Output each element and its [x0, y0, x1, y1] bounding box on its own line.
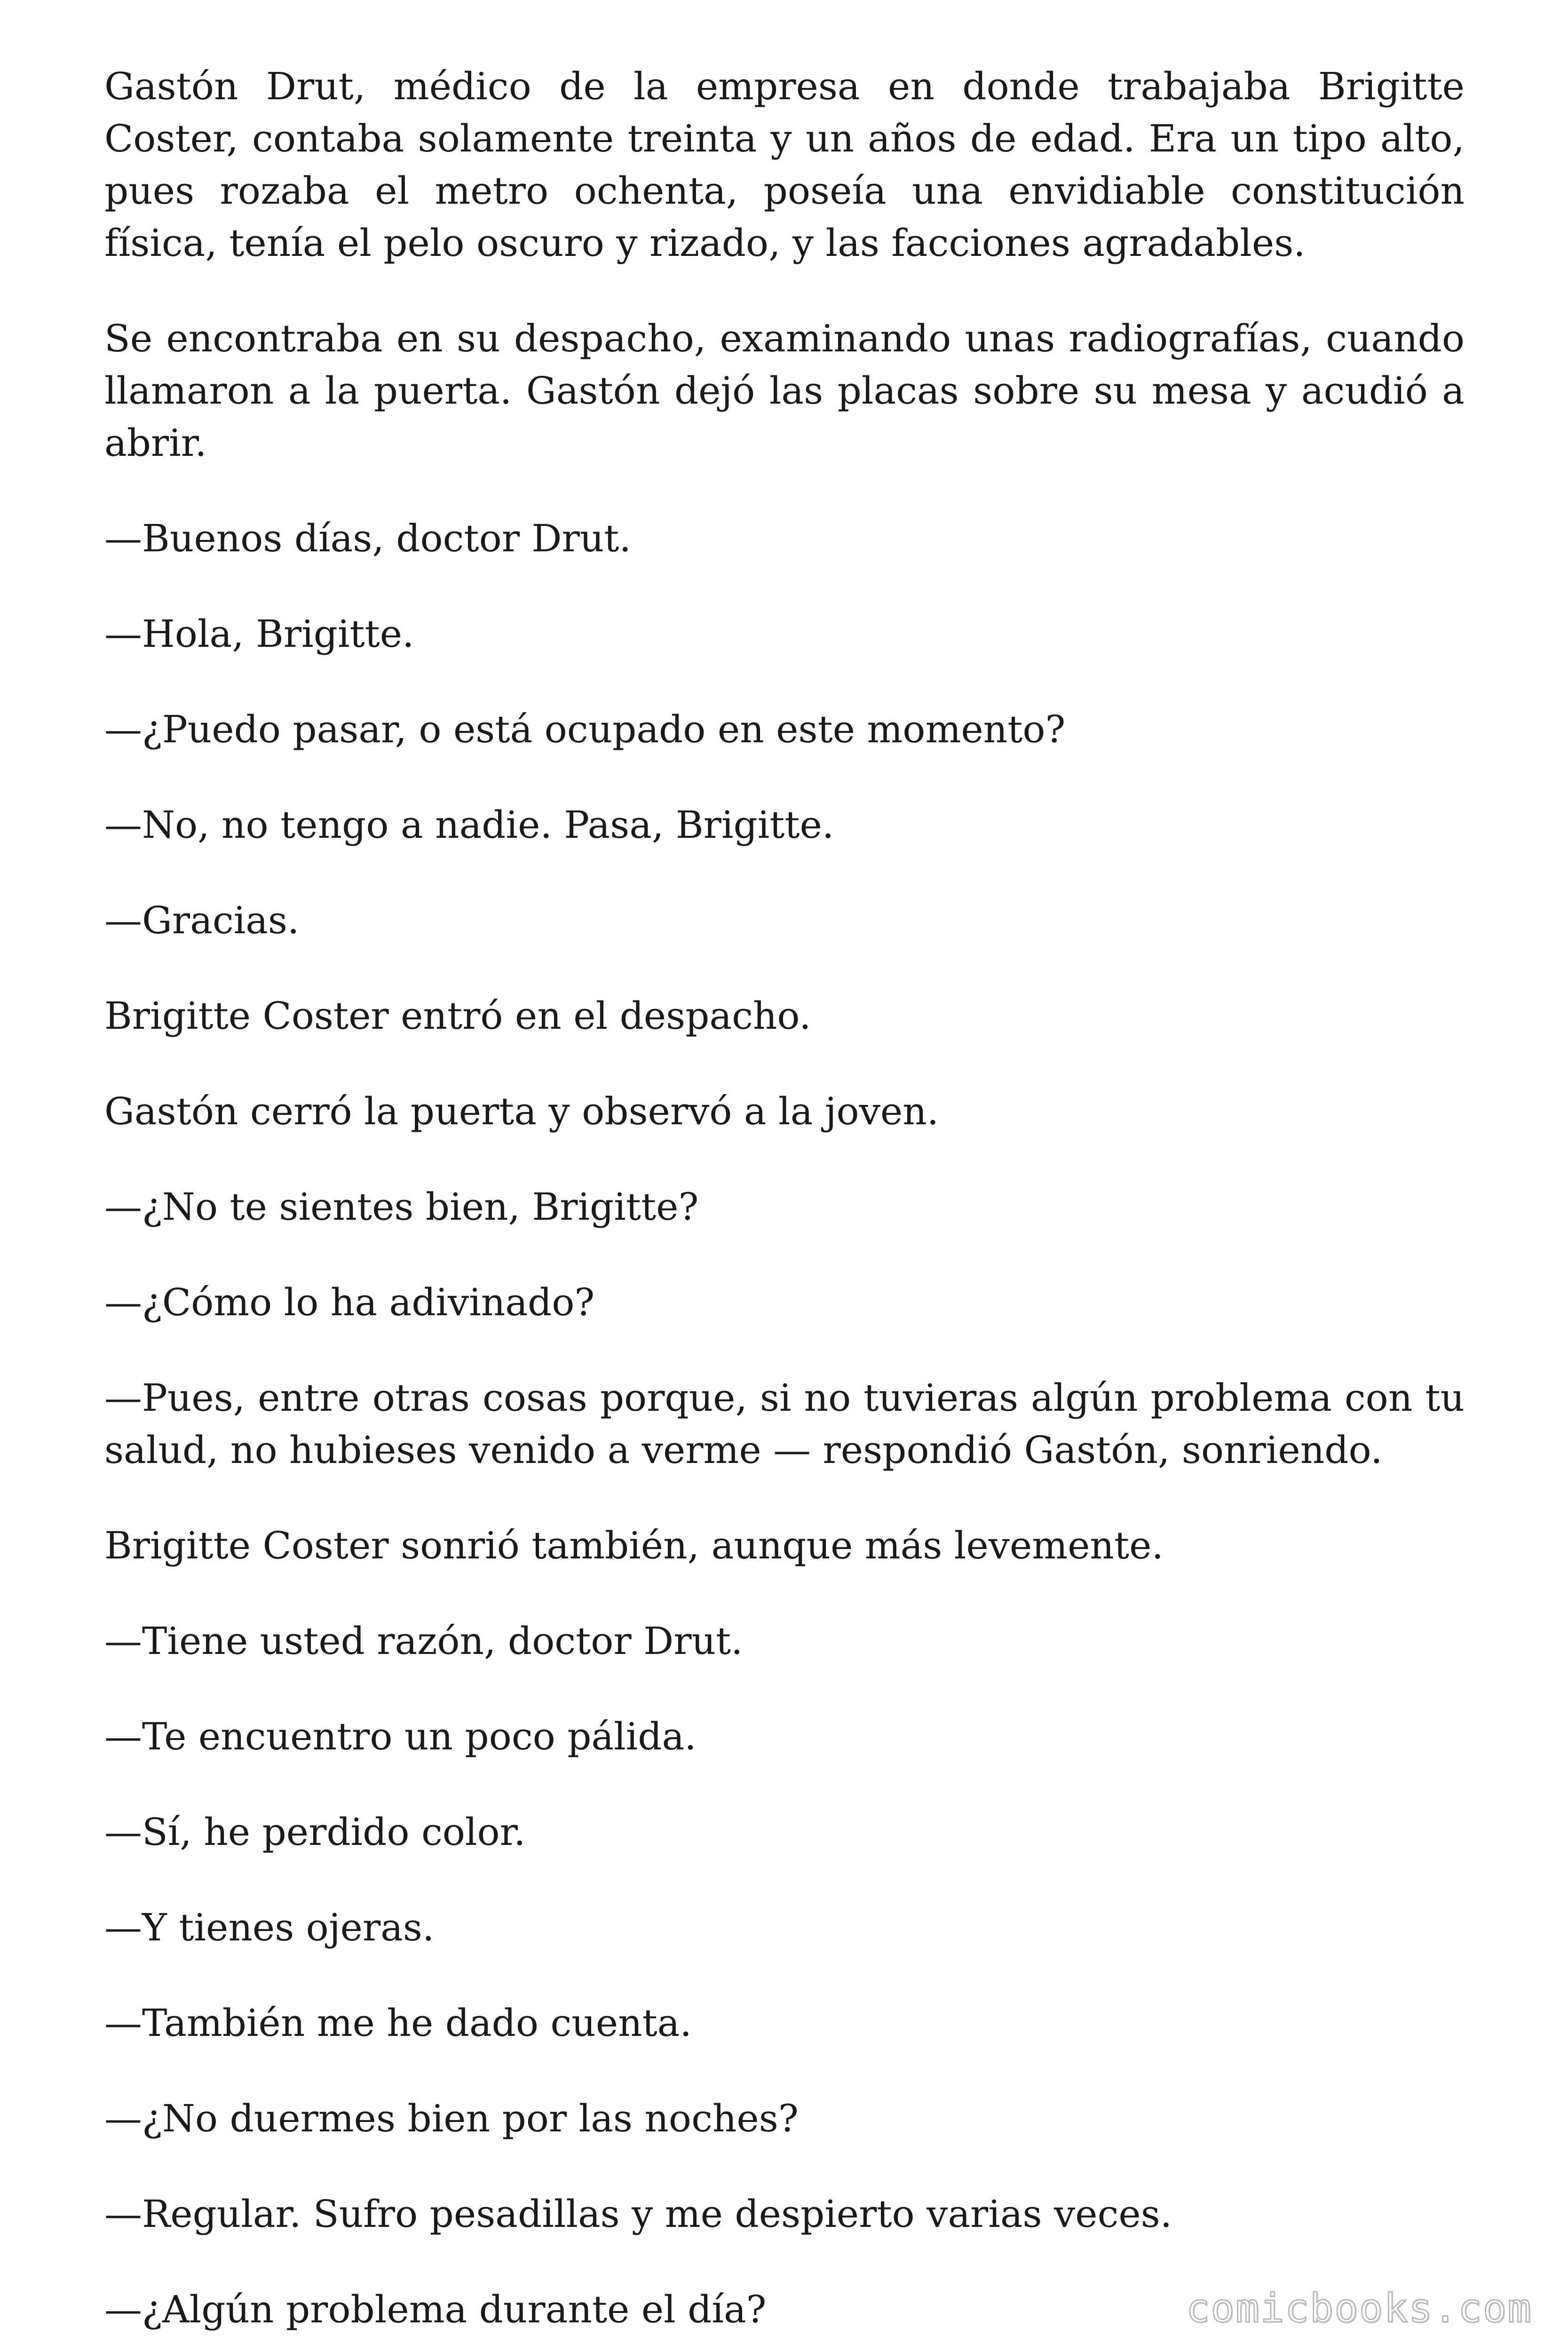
- paragraph: Gastón cerró la puerta y observó a la joven.: [104, 1089, 939, 1133]
- dialogue-line: —No, no tengo a nadie. Pasa, Brigitte.: [104, 803, 834, 847]
- dialogue-line: —¿Algún problema durante el día?: [104, 2288, 767, 2331]
- watermark: comicbooks.com: [1186, 2285, 1532, 2331]
- paragraph: Brigitte Coster sonrió también, aunque más levemente.: [104, 1524, 1164, 1567]
- dialogue-line: —Hola, Brigitte.: [104, 612, 414, 656]
- paragraph: Se encontraba en su despacho, examinando unas radiografías, cuando llamaron a la puerta. Gastón dejó las placas sobre su mesa y acudió a abrir.: [104, 317, 1465, 465]
- dialogue-line: —¿No duermes bien por las noches?: [104, 2097, 799, 2140]
- dialogue-line: —Te encuentro un poco pálida.: [104, 1715, 697, 1758]
- dialogue-line: —¿Cómo lo ha adivinado?: [104, 1280, 595, 1324]
- paragraph: Gastón Drut, médico de la empresa en donde trabajaba Brigitte Coster, contaba solamente treinta y un años de edad. Era un tipo alto, pues rozaba el metro ochenta, poseía una envidiable constitución física, tenía el pelo oscuro y rizado, y las facciones agradables.: [104, 64, 1465, 265]
- dialogue-line: —Gracias.: [104, 898, 300, 942]
- dialogue-line: —También me he dado cuenta.: [104, 2001, 692, 2045]
- dialogue-line: —Tiene usted razón, doctor Drut.: [104, 1619, 743, 1663]
- dialogue-line: —Buenos días, doctor Drut.: [104, 516, 631, 560]
- dialogue-line: —Sí, he perdido color.: [104, 1810, 526, 1854]
- paragraph: Brigitte Coster entró en el despacho.: [104, 994, 811, 1038]
- text-body: [104, 60, 1465, 2352]
- dialogue-line: —Pues, entre otras cosas porque, si no tuvieras algún problema con tu salud, no hubieses venido a verme — respondió Gastón, sonriendo.: [104, 1376, 1465, 1472]
- dialogue-line: —Regular. Sufro pesadillas y me despierto varias veces.: [104, 2192, 1172, 2236]
- dialogue-line: —Y tienes ojeras.: [104, 1906, 435, 1949]
- dialogue-line: —¿Puedo pasar, o está ocupado en este momento?: [104, 707, 1066, 751]
- dialogue-line: —¿No te sientes bien, Brigitte?: [104, 1185, 699, 1229]
